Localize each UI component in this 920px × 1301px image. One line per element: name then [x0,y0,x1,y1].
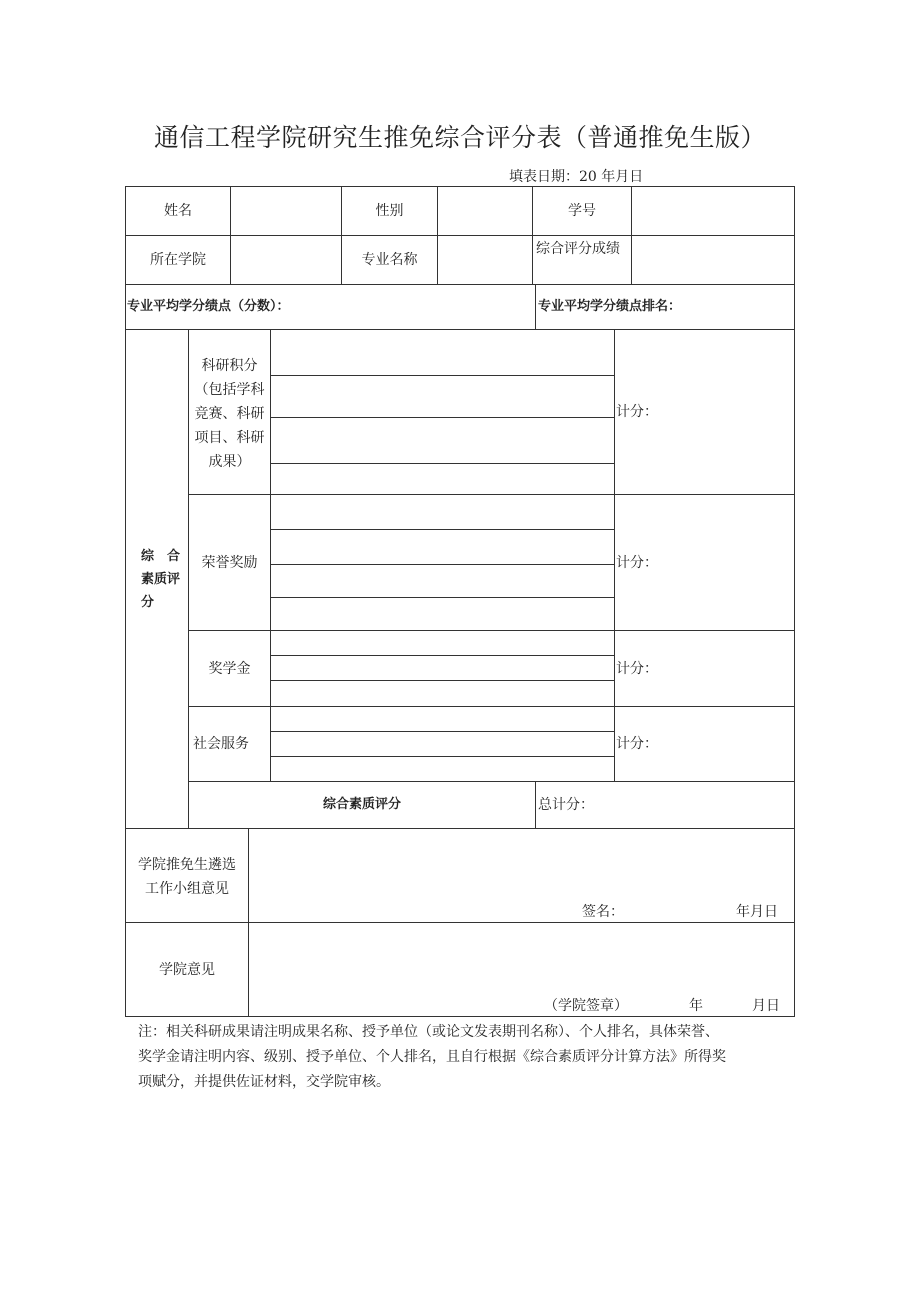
composite-score-label: 综合评分成绩 [536,241,620,257]
college-year-label: 年 [689,998,703,1014]
scholarship-subtotal-label: 计分： [616,661,658,677]
research-subtotal-label: 计分： [616,404,658,420]
honors-entry-3[interactable] [271,565,614,597]
service-entry-3[interactable] [271,757,614,781]
research-entry-4[interactable] [271,464,614,494]
service-subtotal-label: 计分： [616,736,658,752]
name-field[interactable] [231,187,341,235]
committee-sign-label: 签名： [582,904,624,920]
footnote: 注：相关科研成果请注明成果名称、授予单位（或论文发表期刊名称）、个人排名，具体荣誉、 奖学金请注明内容、级别、授予单位、个人排名，且自行根据《综合素质评分计算方法》所得奖 项赋分，并提供佐证材料，交学院审核。 [138,1024,726,1090]
college-opinion-label: 学院意见 [159,961,215,978]
gpa-label: 专业平均学分绩点（分数）： [127,299,290,314]
honors-entry-4[interactable] [271,598,614,630]
committee-date-label: 年月日 [736,904,778,920]
quality-section-label: 综 合 素质评 分 [141,549,181,610]
gender-label: 性别 [375,203,404,219]
student-id-label: 学号 [568,203,596,219]
college-month-day-label: 月日 [752,998,780,1014]
research-entry-3[interactable] [271,418,614,463]
composite-score-field[interactable] [632,236,794,284]
college-field[interactable] [231,236,341,284]
scholarship-label: 奖学金 [208,660,251,677]
research-entry-1[interactable] [271,330,614,375]
honors-subtotal-label: 计分： [616,555,658,571]
major-field[interactable] [438,236,532,284]
research-entry-2[interactable] [271,376,614,417]
service-label: 社会服务 [193,736,249,752]
scholarship-entry-1[interactable] [271,631,614,655]
honors-entry-2[interactable] [271,530,614,564]
research-label: 科研积分 （包括学科 竞赛、科研 项目、科研 成果） [194,358,265,470]
service-entry-2[interactable] [271,732,614,756]
honors-entry-1[interactable] [271,495,614,529]
committee-opinion-label: 学院推免生遴选 工作小组意见 [138,857,236,897]
gender-field[interactable] [438,187,532,235]
student-id-field[interactable] [632,187,794,235]
college-stamp-label: （学院签章） [544,998,628,1014]
total-score-label: 总计分： [538,797,594,813]
scholarship-entry-3[interactable] [271,681,614,706]
quality-summary-label: 综合素质评分 [322,797,401,812]
major-label: 专业名称 [361,252,418,268]
name-label: 姓名 [164,203,192,219]
service-entry-1[interactable] [271,707,614,731]
fill-date: 填表日期：20 年月日 [509,169,644,185]
college-label: 所在学院 [150,252,206,268]
gpa-rank-label: 专业平均学分绩点排名： [538,299,682,314]
scholarship-entry-2[interactable] [271,656,614,680]
honors-label: 荣誉奖励 [201,554,258,571]
college-opinion-field[interactable] [249,923,794,993]
committee-opinion-field[interactable] [249,829,794,897]
page-title: 通信工程学院研究生推免综合评分表（普通推免生版） [153,123,766,152]
